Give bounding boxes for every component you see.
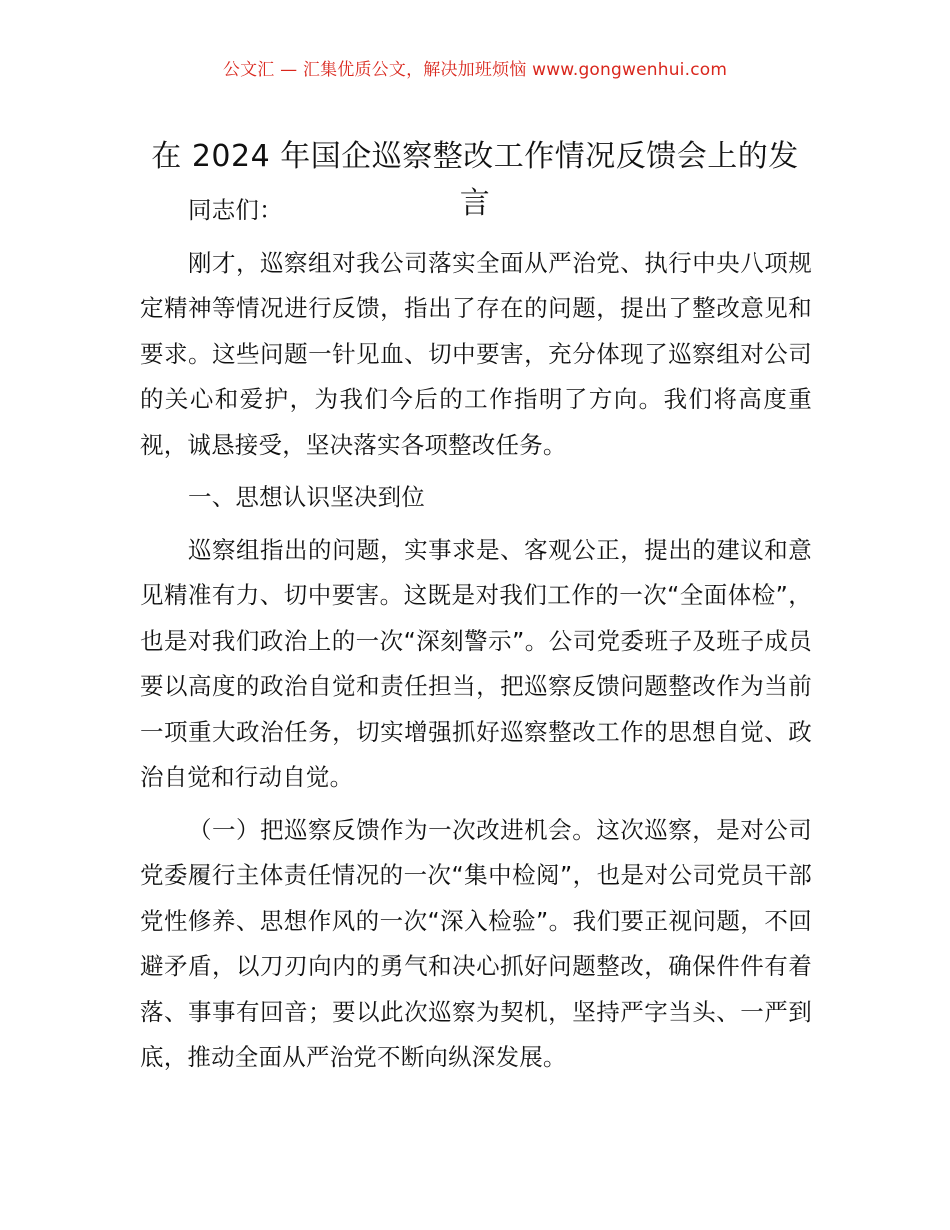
paragraph-intro: 刚才，巡察组对我公司落实全面从严治党、执行中央八项规定精神等情况进行反馈，指出了存在的问题，提出了整改意见和要求。这些问题一针见血、切中要害，充分体现了巡察组对公司的关心和爱护，为我们今后的工作指明了方向。我们将高度重视，诚恳接受，坚决落实各项整改任务。: [140, 248, 812, 459]
paragraph-subsection-1: （一）把巡察反馈作为一次改进机会。这次巡察，是对公司党委履行主体责任情况的一次“集中检阅”，也是对公司党员干部党性修养、思想作风的一次“深入检验”。我们要正视问题，不回避矛盾，以刀刃向内的勇气和决心抓好问题整改，确保件件有着落、事事有回音；要以此次巡察为契机，坚持严字当头、一严到底，推动全面从严治党不断向纵深发展。: [140, 815, 812, 1071]
salutation: 同志们：: [188, 196, 283, 224]
page-title: 在 2024 年国企巡察整改工作情况反馈会上的发言: [151, 139, 799, 222]
site-header: [0, 58, 950, 82]
site-header-text: 公文汇 — 汇集优质公文，解决加班烦恼 www.gongwenhui.com: [222, 60, 728, 80]
document-body: [140, 188, 812, 1088]
section-heading: 一、思想认识坚决到位: [188, 483, 425, 511]
paragraph-section-1: 巡察组指出的问题，实事求是、客观公正，提出的建议和意见精准有力、切中要害。这既是对我们工作的一次“全面体检”，也是对我们政治上的一次“深刻警示”。公司党委班子及班子成员要以高度的政治自觉和责任担当，把巡察反馈问题整改作为当前一项重大政治任务，切实增强抓好巡察整改工作的思想自觉、政治自觉和行动自觉。: [140, 535, 812, 791]
